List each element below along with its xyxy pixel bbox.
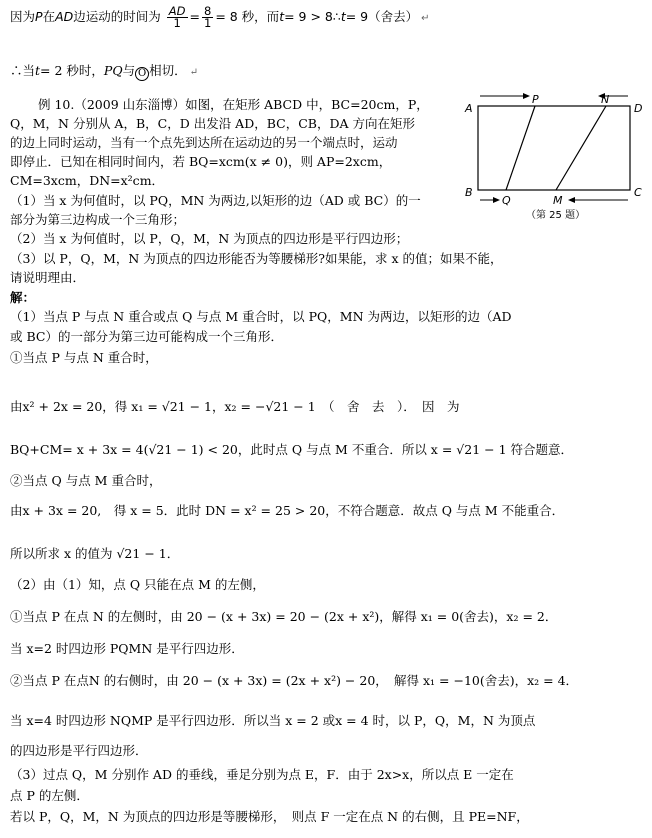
text-line-p20: ①当点 P 在点 N 的左侧时，由 20 − (x + 3x) = 20 − (2x + x²)，解得 x₁ = 0(舍去)，x₂ = 2． [10, 609, 558, 624]
label-n: N [601, 93, 610, 106]
arrowhead [523, 93, 530, 99]
text-line-p5: （1）当 x 为何值时，以 PQ，MN 为两边,以矩形的边（AD 或 BC）的一 [10, 193, 421, 208]
label-a: A [465, 102, 473, 115]
numerator: AD [168, 4, 186, 18]
text: ∴当 [10, 63, 36, 78]
math-var: t [279, 9, 285, 24]
text-line-p21: 当 x=2 时四边形 PQMN 是平行四边形． [10, 641, 244, 656]
text-line-p16: ②当点 Q 与点 M 重合时， [10, 473, 162, 488]
paragraph-mark: ↵ [189, 67, 199, 78]
paragraph-mark: ↵ [421, 13, 430, 24]
text-line-p2: 的边上同时运动，当有一个点先到达所在运动边的另一个端点时，运动 [10, 135, 398, 150]
label-c: C [634, 186, 642, 199]
text-line-p26: 点 P 的左侧． [10, 788, 89, 803]
rectangle-abcd [478, 106, 630, 190]
text-line-p13: ①当点 P 与点 N 重合时， [10, 350, 158, 365]
text-line-p8: （3）以 P，Q，M，N 为顶点的四边形能否为等腰梯形?如果能，求 x 的值；如果不能， [10, 251, 503, 266]
label-p: P [532, 93, 539, 106]
label-b: B [465, 186, 473, 199]
text-line-p11: （1）当点 P 与点 N 重合或点 Q 与点 M 重合时，以 PQ，MN 为两边，以矩形的边（AD [10, 309, 512, 324]
text: = 9 > 8 [284, 9, 333, 24]
therefore-symbol: ∴ [332, 9, 341, 24]
label-m: M [553, 194, 563, 207]
text: = 2 秒时， [40, 63, 104, 78]
text-line-p10: 解： [10, 290, 36, 305]
text-line-p1: Q，M，N 分别从 A，B，C，D 出发沿 AD，BC，CB，DA 方向在矩形 [10, 116, 415, 131]
denominator: 1 [203, 16, 212, 30]
text-line-p3: 即停止．已知在相同时间内，若 BQ=xcm(x ≠ 0)，则 AP=2xcm， [10, 154, 392, 169]
text-line-p24: 的四边形是平行四边形． [10, 743, 148, 758]
fraction-ad-over-1 [167, 6, 188, 29]
text-line-p7: （2）当 x 为何值时，以 P，Q，M，N 为顶点的四边形是平行四边形； [10, 231, 409, 246]
arrowhead [568, 197, 575, 203]
text: = [189, 9, 200, 24]
figure-caption: （第 25 题） [526, 210, 586, 221]
label-d: D [634, 102, 643, 115]
text-line-p27: 若以 P，Q，M，N 为顶点的四边形是等腰梯形， 则点 F 一定在点 N 的右侧，且 PE=NF， [10, 809, 529, 824]
text-line-p18: 所以所求 x 的值为 √21 − 1． [10, 546, 180, 561]
text: 与 [122, 63, 136, 78]
text-line-2 [10, 62, 198, 82]
math-var: t [340, 9, 346, 24]
math-var: t [35, 63, 41, 78]
text-line-p22: ②当点 P 在点N 的右侧时，由 20 − (x + 3x) = (2x + x²) − 20， 解得 x₁ = −10(舍去)，x₂ = 4． [10, 673, 579, 688]
text-line-p25: （3）过点 Q，M 分别作 AD 的垂线，垂足分别为点 E，F．由于 2x>x，所以点 E 一定在 [10, 767, 514, 782]
math-var: AD [55, 9, 74, 24]
math-var: P [35, 9, 43, 24]
text: = 9（舍去） [345, 9, 419, 24]
text: = 8 秒，而 [215, 9, 280, 24]
text-line-p6: 部分为第三边构成一个三角形； [10, 212, 186, 227]
text-line-p9: 请说明理由． [10, 270, 86, 285]
label-q: Q [502, 194, 511, 207]
text: 在 [42, 9, 56, 24]
text-line-1 [10, 6, 430, 29]
text-line-p0: 例 10.（2009 山东淄博）如图，在矩形 ABCD 中，BC=20cm，P， [38, 97, 429, 112]
text: 边运动的时间为 [73, 9, 161, 24]
text-line-p23: 当 x=4 时四边形 NQMP 是平行四边形．所以当 x = 2 或x = 4 时，以 P，Q，M，N 为顶点 [10, 713, 536, 728]
text-line-p15: BQ+CM= x + 3x = 4(√21 − 1) < 20，此时点 Q 与点 M 不重合．所以 x = √21 − 1 符合题意． [10, 442, 573, 457]
text-line-p4: CM=3xcm，DN=x²cm． [10, 173, 165, 188]
segment-pq [506, 106, 535, 190]
arrowhead [493, 197, 500, 203]
text-line-p14: 由x² + 2x = 20，得 x₁ = √21 − 1，x₂ = −√21 − 1 （ 舍 去 ）． 因 为 [10, 399, 460, 414]
text-line-p17: 由x + 3x = 20, 得 x = 5．此时 DN = x² = 25 > 20，不符合题意．故点 Q 与点 M 不能重合． [10, 503, 565, 518]
segment-nm [556, 106, 606, 190]
numerator: 8 [203, 4, 212, 18]
text: 因为 [10, 9, 36, 24]
circle-o-symbol: O [135, 67, 149, 81]
rectangle-figure [460, 88, 650, 228]
denominator: 1 [173, 16, 181, 30]
fraction-8-over-1 [202, 6, 213, 29]
text-line-p12: 或 BC）的一部分为第三边可能构成一个三角形． [10, 329, 283, 344]
text: 相切． [149, 63, 187, 78]
math-var: PQ [103, 63, 123, 78]
text-line-p19: （2）由（1）知，点 Q 只能在点 M 的左侧， [10, 577, 265, 592]
